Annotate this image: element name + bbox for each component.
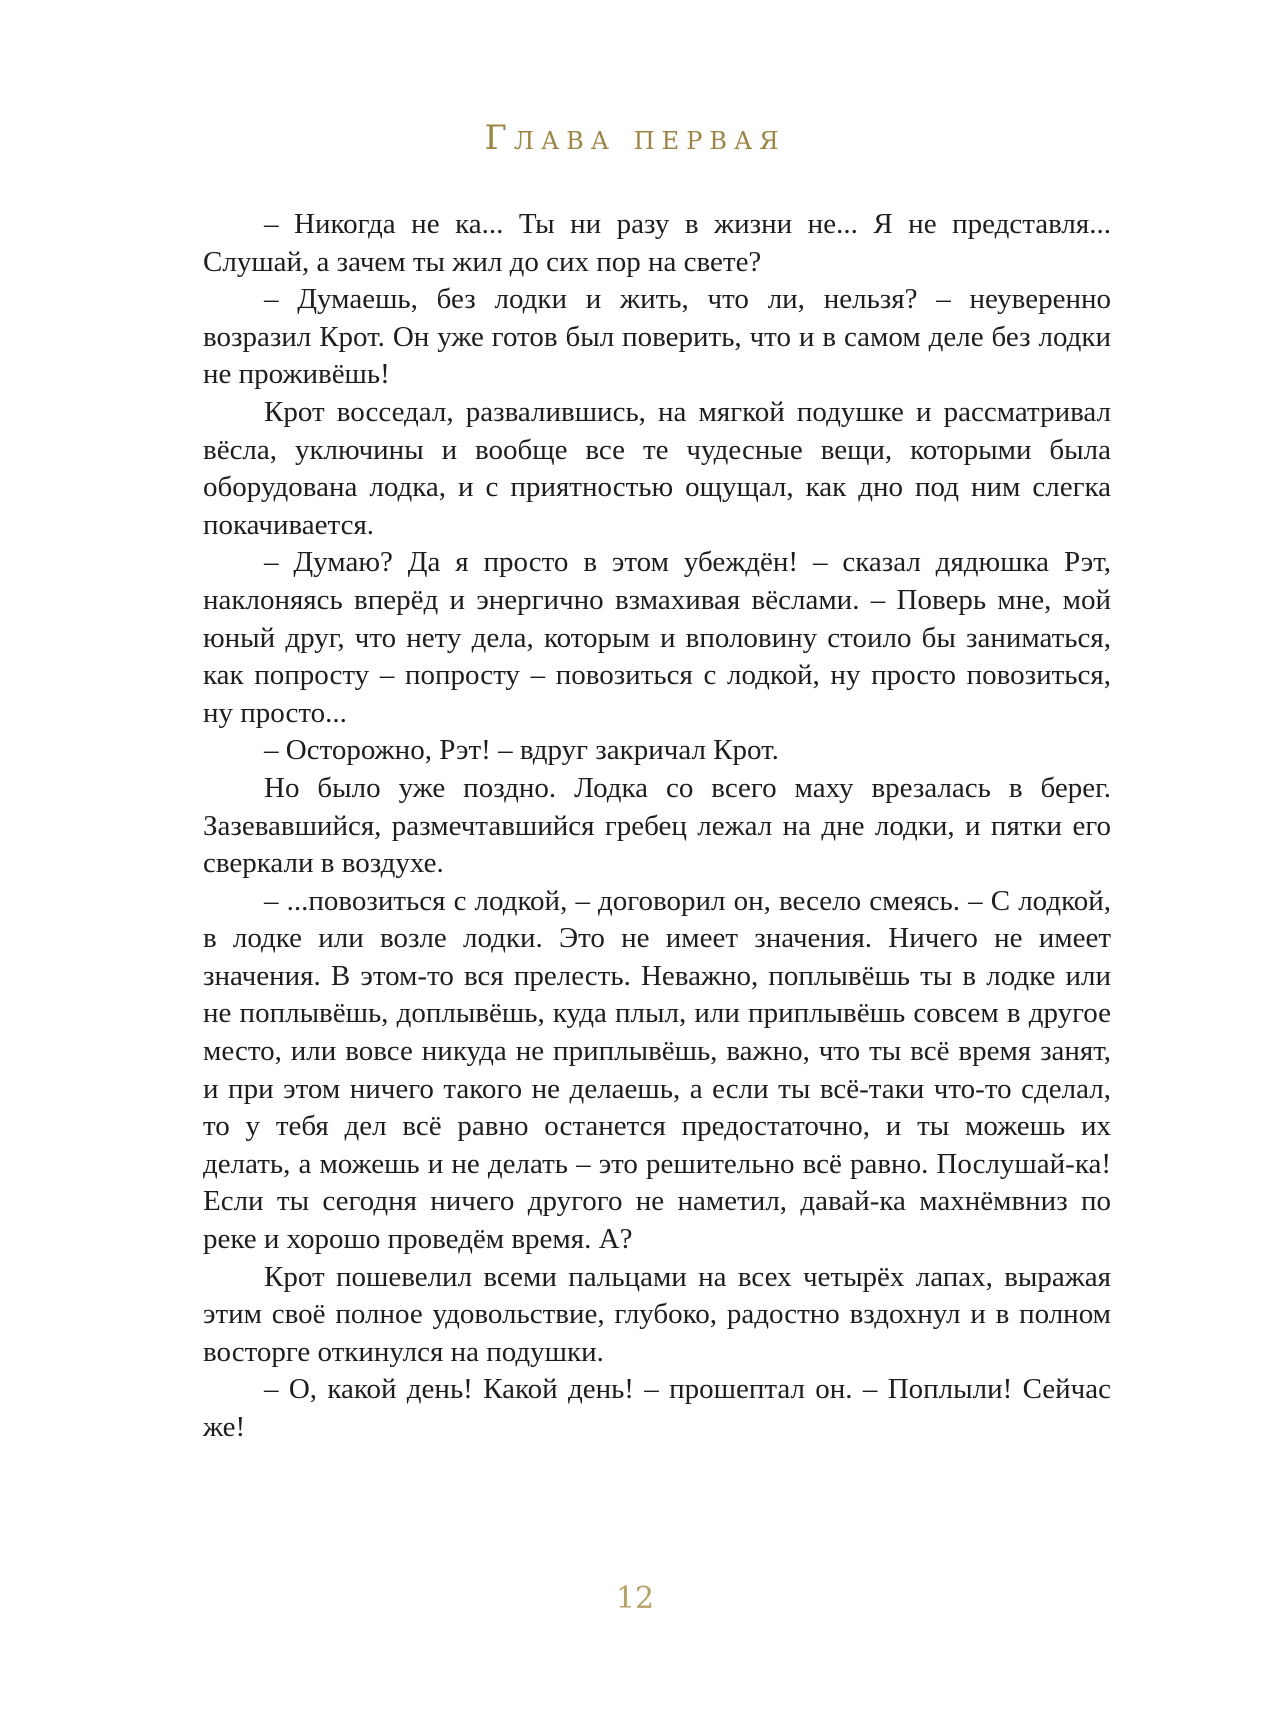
body-text [203,206,1111,1447]
page-number: 12 [615,1581,655,1616]
paragraph: – Никогда не ка... Ты ни разу в жизни не... Я не представля... Слушай, а зачем ты жил до сих пор на свете? [203,208,1111,278]
paragraph: – О, какой день! Какой день! – прошептал он. – Поплыли! Сейчас же! [203,1373,1111,1443]
paragraph: – Думаю? Да я просто в этом убеждён! – сказал дядюшка Рэт, наклоняясь вперёд и энергично взмахивая вёслами. – Поверь мне, мой юный друг, что нету дела, которым и вполовину стоило бы заниматься, как попросту – попросту – повозиться с лодкой, ну просто повозиться, ну просто... [203,546,1111,729]
paragraph: Крот восседал, развалившись, на мягкой подушке и рассматривал вёсла, уключины и вообще все те чудесные вещи, которыми была оборудована лодка, и с приятностью ощущал, как дно под ним слегка покачивается. [203,395,1111,541]
paragraph: – ...повозиться с лодкой, – договорил он, весело смеясь. – С лодкой, в лодке или возле лодки. Это не имеет значения. Ничего не имеет значения. В этом-то вся прелесть. Неважно, поплывёшь ты в лодке или не поплывёшь, доплывёшь, куда плыл, или приплывёшь совсем в другое место, или вовсе никуда не приплывёшь, важно, что ты всё время занят, и при этом ничего такого не делаешь, а если ты всё-таки что-то сделал, то у тебя дел всё равно останется предостаточно, и ты можешь их делать, а можешь и не делать – это решительно всё равно. Послушай-ка! Если ты сегодня ничего другого не наметил, давай-ка махнёмвниз по реке и хорошо проведём время. А? [203,884,1111,1256]
paragraph: – Думаешь, без лодки и жить, что ли, нельзя? – неуверенно возразил Крот. Он уже готов был поверить, что и в самом деле без лодки не проживёшь! [203,283,1111,391]
paragraph: Но было уже поздно. Лодка со всего маху врезалась в берег. Зазевавшийся, размечтавшийся гребец лежал на дне лодки, и пятки его сверкали в воздухе. [203,771,1111,880]
paragraph: Крот пошевелил всеми пальцами на всех четырёх лапах, выражая этим своё полное удовольствие, глубоко, радостно вздохнул и в полном восторге откинулся на подушки. [203,1260,1111,1368]
chapter-title: Глава первая [484,118,786,158]
paragraph: – Осторожно, Рэт! – вдруг закричал Крот. [264,734,779,767]
